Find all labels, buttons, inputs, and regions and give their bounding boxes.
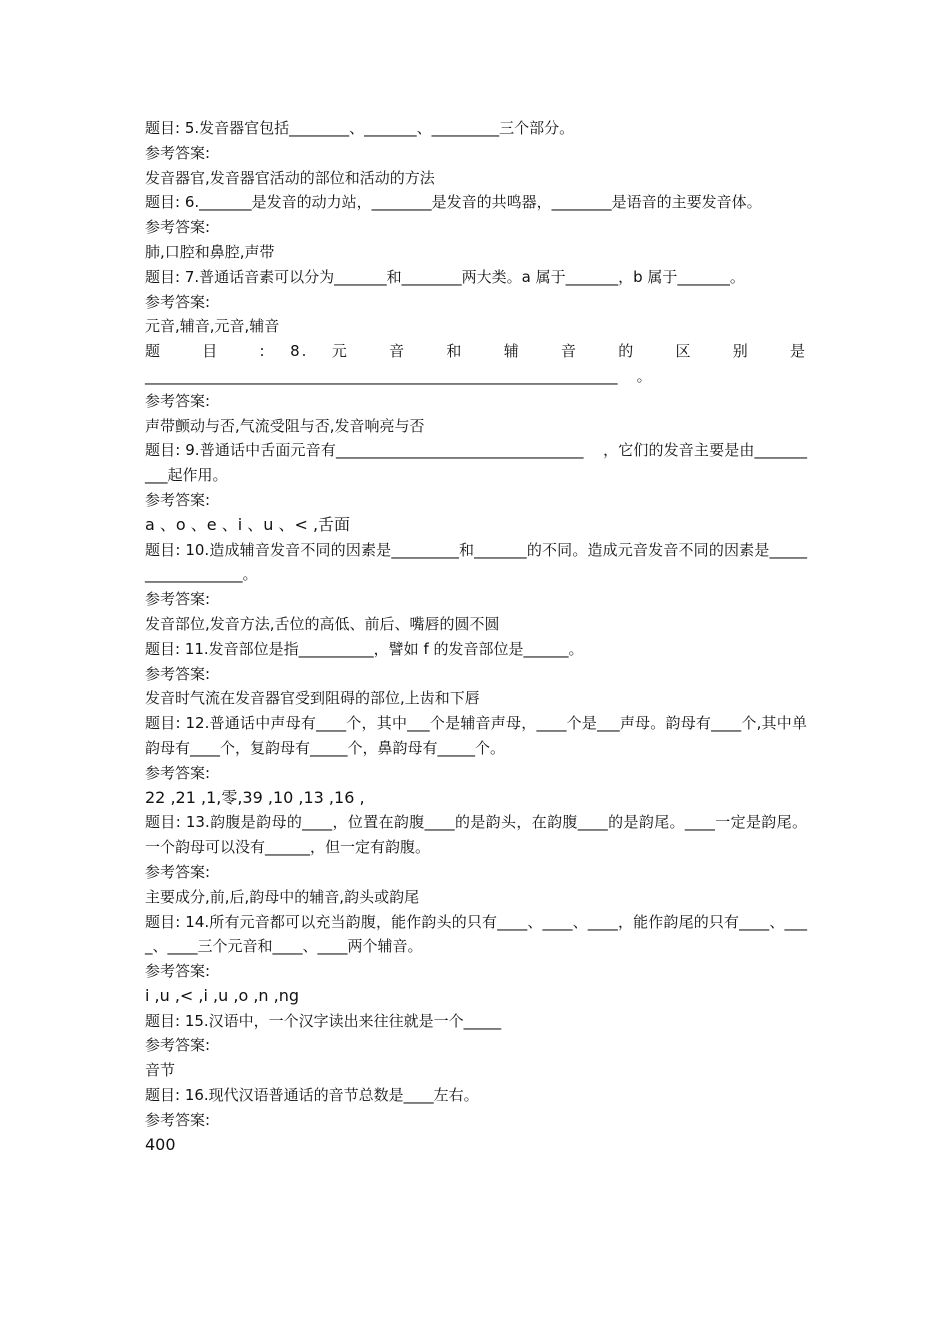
- question-text: 题目: 14.所有元音都可以充当韵腹，能作韵头的只有____、____、____，能作韵尾的只有____、____、____三个元音和____、____两个辅音。: [145, 912, 807, 956]
- answer-text: 发音部位,发音方法,舌位的高低、前后、嘴唇的圆不圆: [145, 614, 500, 633]
- question-block-9: [145, 438, 807, 537]
- answer-label: 参考答案:: [145, 490, 211, 509]
- question-text-line-2: _______________________________________________________________ 。: [145, 366, 652, 385]
- answer-label: 参考答案:: [145, 1110, 211, 1129]
- question-block-15: [145, 1009, 807, 1083]
- question-text: 题目: 11.发音部位是指__________，譬如 f 的发音部位是______。: [145, 639, 584, 658]
- answer-text: 发音时气流在发音器官受到阻碍的部位,上齿和下唇: [145, 689, 480, 708]
- question-text: 题目: 9.普通话中舌面元音有_________________________________ ，它们的发音主要是由__________起作用。: [145, 441, 807, 485]
- question-text-line-1: 题 目 : 8. 元 音 和 辅 音 的 区 别 是: [145, 342, 807, 361]
- question-block-12: [145, 711, 807, 810]
- question-block-8: [145, 339, 807, 438]
- question-text: 题目: 7.普通话音素可以分为_______和________两大类。a 属于_______，b 属于_______。: [145, 267, 745, 286]
- question-block-16: [145, 1083, 807, 1157]
- answer-label: 参考答案:: [145, 763, 211, 782]
- question-block-7: [145, 265, 807, 339]
- question-text: 题目: 10.造成辅音发音不同的因素是_________和_______的不同。造成元音发音不同的因素是__________________。: [145, 540, 807, 584]
- question-block-10: [145, 538, 807, 637]
- question-block-5: [145, 116, 807, 190]
- question-text: 题目: 12.普通话中声母有____个，其中___个是辅音声母，____个是___声母。韵母有____个,其中单韵母有____个，复韵母有_____个，鼻韵母有_____个。: [145, 714, 807, 757]
- document-page: [145, 116, 807, 1157]
- answer-label: 参考答案:: [145, 391, 211, 410]
- question-text: 题目: 6._______是发音的动力站，________是发音的共鸣器，________是语音的主要发音体。: [145, 193, 762, 212]
- question-text: 题目: 13.韵腹是韵母的____，位置在韵腹____的是韵头，在韵腹____的是韵尾。____一定是韵尾。一个韵母可以没有______，但一定有韵腹。: [145, 813, 807, 857]
- answer-text: 声带颤动与否,气流受阻与否,发音响亮与否: [145, 416, 425, 435]
- question-block-11: [145, 637, 807, 711]
- answer-text: 发音器官,发音器官活动的部位和活动的方法: [145, 168, 435, 187]
- answer-text: 元音,辅音,元音,辅音: [145, 317, 280, 336]
- question-block-13: [145, 810, 807, 909]
- question-block-14: [145, 910, 807, 1009]
- answer-label: 参考答案:: [145, 862, 211, 881]
- answer-text: i ,u ,< ,i ,u ,o ,n ,ng: [145, 985, 300, 1005]
- answer-text: 肺,口腔和鼻腔,声带: [145, 242, 275, 261]
- answer-label: 参考答案:: [145, 590, 211, 609]
- answer-text: 400: [145, 1134, 176, 1154]
- answer-text: a 、o 、e 、i 、u 、< ,舌面: [145, 514, 351, 534]
- answer-label: 参考答案:: [145, 143, 211, 162]
- answer-label: 参考答案:: [145, 292, 211, 311]
- answer-label: 参考答案:: [145, 218, 211, 237]
- answer-label: 参考答案:: [145, 664, 211, 683]
- answer-label: 参考答案:: [145, 1036, 211, 1055]
- answer-text: 主要成分,前,后,韵母中的辅音,韵头或韵尾: [145, 887, 420, 906]
- answer-text: 音节: [145, 1061, 176, 1080]
- question-text: 题目: 15.汉语中，一个汉字读出来往往就是一个_____: [145, 1011, 502, 1030]
- question-text: 题目: 16.现代汉语普通话的音节总数是____左右。: [145, 1086, 479, 1105]
- answer-label: 参考答案:: [145, 962, 211, 981]
- question-text: 题目: 5.发音器官包括________、_______、_________三个部分。: [145, 119, 575, 137]
- answer-text: 22 ,21 ,1,零,39 ,10 ,13 ,16 ,: [145, 787, 365, 807]
- question-block-6: [145, 190, 807, 264]
